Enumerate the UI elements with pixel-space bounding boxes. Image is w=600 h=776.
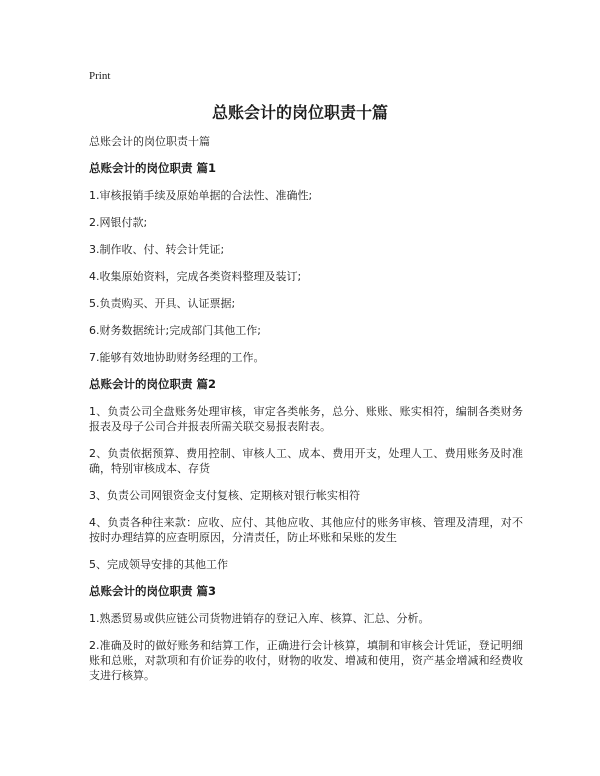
list-item: 6.财务数据统计;完成部门其他工作; — [89, 324, 261, 337]
document-subtitle: 总账会计的岗位职责十篇 — [89, 135, 210, 148]
list-item: 2.准确及时的做好账务和结算工作，正确进行会计核算，填制和审核会计凭证，登记明细账和总账，对款项和有价证券的收付，财物的收发、增减和使用，资产基金增减和经费收支进行核算。 — [89, 639, 523, 682]
section-heading: 总账会计的岗位职责 篇3 — [89, 584, 217, 598]
list-item: 5、完成领导安排的其他工作 — [89, 558, 228, 571]
section-1 — [89, 161, 523, 365]
list-item: 5.负责购买、开具、认证票据; — [89, 297, 236, 310]
section-heading: 总账会计的岗位职责 篇2 — [89, 377, 217, 391]
list-item: 3.制作收、付、转会计凭证; — [89, 243, 225, 256]
list-item: 4、负责各种往来款：应收、应付、其他应收、其他应付的账务审核、管理及清理，对不按时办理结算的应查明原因，分清责任，防止坏账和呆账的发生 — [89, 516, 523, 544]
section-3 — [89, 584, 523, 683]
page-title: 总账会计的岗位职责十篇 — [211, 103, 388, 122]
list-item: 1、负责公司全盘账务处理审核，审定各类帐务，总分、账账、账实相符，编制各类财务报表及母子公司合并报表所需关联交易报表附表。 — [89, 405, 523, 433]
document-body — [89, 134, 523, 695]
print-link[interactable]: Print — [89, 70, 111, 82]
list-item: 1.熟悉贸易或供应链公司货物进销存的登记入库、核算、汇总、分析。 — [89, 612, 430, 625]
section-heading: 总账会计的岗位职责 篇1 — [89, 161, 217, 175]
section-2 — [89, 377, 523, 572]
list-item: 2.网银付款; — [89, 216, 148, 229]
list-item: 1.审核报销手续及原始单据的合法性、准确性; — [89, 189, 313, 202]
list-item: 3、负责公司网银资金支付复核、定期核对银行帐实相符 — [89, 489, 360, 502]
list-item: 7.能够有效地协助财务经理的工作。 — [89, 351, 265, 364]
list-item: 2、负责依据预算、费用控制、审核人工、成本、费用开支，处理人工、费用账务及时准确，特别审核成本、存货 — [89, 447, 523, 475]
list-item: 4.收集原始资料，完成各类资料整理及装订; — [89, 270, 302, 283]
